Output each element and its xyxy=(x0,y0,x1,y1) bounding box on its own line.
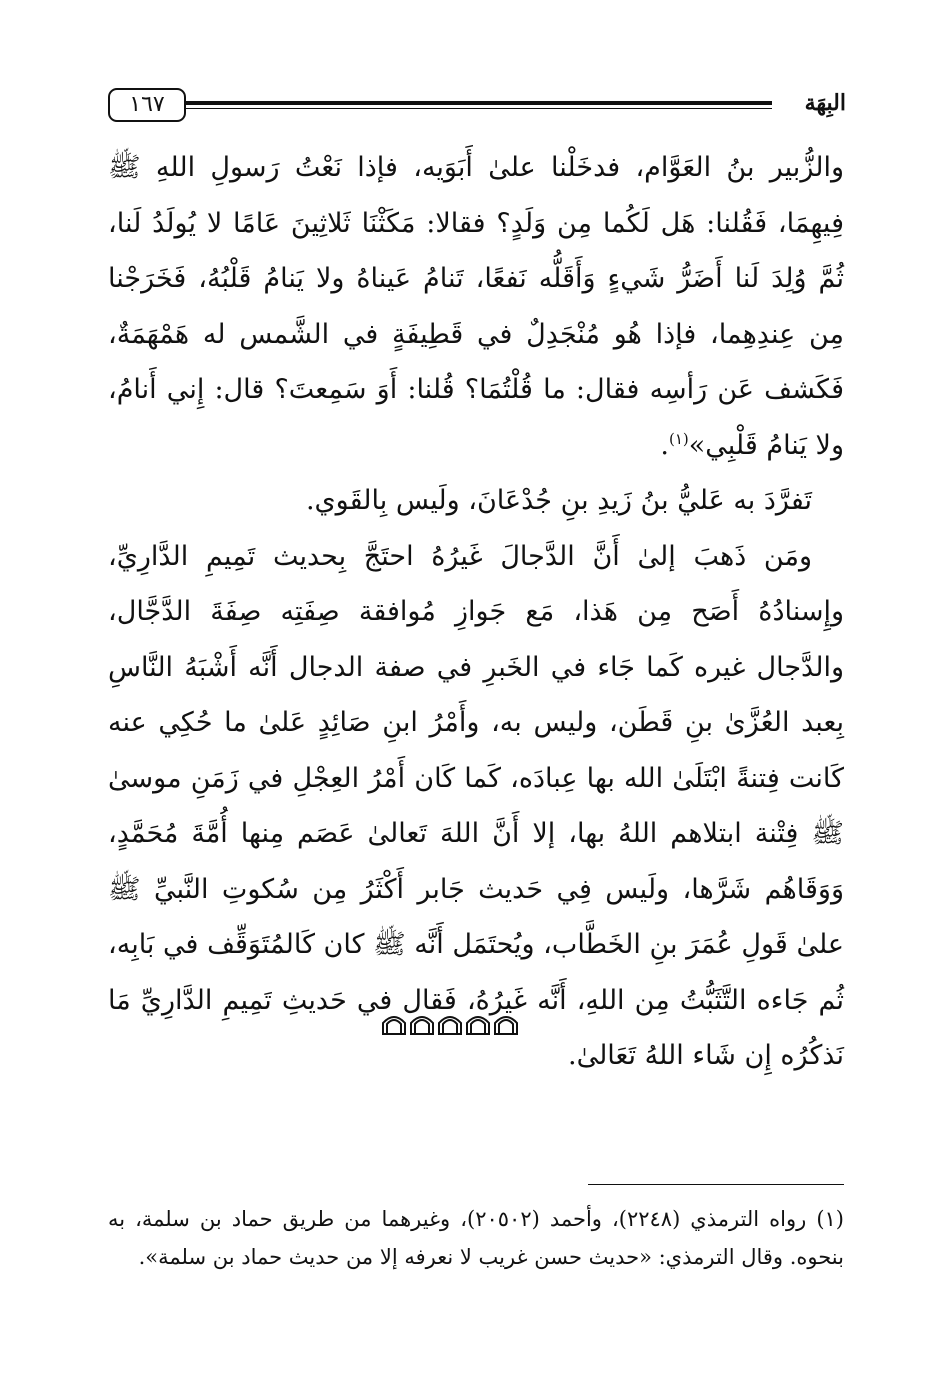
closing-period: . xyxy=(660,429,669,461)
footnote-reference[interactable]: (١) xyxy=(668,429,689,448)
dome-ornament-icon xyxy=(437,1012,463,1036)
paragraph-discussion: ومَن ذَهبَ إلىٰ أَنَّ الدَّجالَ غَيرُهُ احتَجَّ بِحديث تَمِيمِ الدَّارِيِّ، وإِسنادُهُ أَصَح مِن هَذا، مَع جَوازِ مُوافقة صِفَتِه صِفَةَ الدَّجَّال، والدَّجال غيره كَما جَاء في الخَبرِ في صفة الدجال أَنَّه أَشْبَهُ النَّاسِ بِعبد العُزَّىٰ بنِ قَطَن، وليس به، وأَمْرُ ابنِ صَائِدٍ عَلىٰ ما حُكِي عنه كَانت فِتنةً ابْتَلَىٰ الله بها عِبادَه، كَما كَان أَمْرُ العِجْلِ في زَمَنِ موسىٰ ﷺ فِتْنة ابتلاهم اللهُ بها، إلا أَنَّ اللهَ تَعالىٰ عَصَم مِنها أُمَّةَ مُحَمَّدٍ، وَوَقَاهُم شَرَّها، ولَيس فِي حَديث جَابر أَكْثَرُ مِن سُكوتِ النَّبيِّ ﷺ علىٰ قَولِ عُمَرَ بنِ الخَطَّاب، ويُحتَمَل أَنَّه ﷺ كان كَالمُتَوَقِّف في بَابِه، ثُم جَاءه التَّثَبُّتُ مِن اللهِ، أَنَّه غَيرُهُ، فَقال في حَديثِ تَمِيمِ الدَّارِيِّ مَا نَذكُرُه إِن شَاء اللهُ تَعَالىٰ. xyxy=(108,540,844,1071)
footnote-separator xyxy=(588,1184,844,1185)
main-text xyxy=(108,140,844,1084)
dome-ornament-icon xyxy=(493,1012,519,1036)
paragraph-grading: تَفرَّدَ به عَليُّ بنُ زَيدِ بنِ جُدْعَانَ، ولَيس بِالقَوي. xyxy=(305,485,812,516)
paragraph-text: والزُّبير بنُ العَوَّام، فدخَلْنا علىٰ أَبَوَيه، فإذا نَعْتُ رَسولِ اللهِ ﷺ فِيهِمَا، فَقُلنا: هَل لَكُما مِن وَلَدٍ؟ فقالا: مَكَثْنَا ثَلاثِينَ عَامًا لا يُولَدُ لَنا، ثُمَّ وُلِدَ لَنا أَضَرُّ شَيءٍ وَأَقَلُّه نَفعًا، تَنامُ عَيناهُ ولا يَنامُ قَلْبُهُ، فَخَرَجْنا مِن عِندِهِما، فإذا هُو مُنْجَدِلٌ في قَطِيفَةٍ في الشَّمس له هَمْهَمَةٌ، فَكَشف عَن رَأسِه فقال: ما قُلْتُمَا؟ قُلنا: أَوَ سَمِعتَ؟ قال: إِني أَنامُ، ولا يَنامُ قَلْبِي» xyxy=(108,152,844,461)
header-rule-thick xyxy=(184,101,772,105)
running-title: البِهَة xyxy=(804,90,846,116)
dome-ornament-icon xyxy=(409,1012,435,1036)
dome-ornament-icon xyxy=(465,1012,491,1036)
header-rule-thin xyxy=(184,108,772,109)
section-ornament xyxy=(380,1012,520,1038)
dome-ornament-icon xyxy=(381,1012,407,1036)
paragraph-hadith xyxy=(108,140,844,473)
footnote xyxy=(108,1200,844,1276)
footnote-number: (١) xyxy=(816,1207,844,1231)
footnote-text: رواه الترمذي (٢٢٤٨)، وأحمد (٢٠٥٠٢)، وغيرهما من طريق حماد بن سلمة، به بنحوه. وقال الترمذي: «حديث حسن غريب لا نعرفه إلا من حديث حماد بن سلمة». xyxy=(108,1207,844,1269)
page-header xyxy=(108,86,846,126)
page-number: ١٦٧ xyxy=(108,88,186,122)
footnote-1 xyxy=(108,1200,844,1276)
